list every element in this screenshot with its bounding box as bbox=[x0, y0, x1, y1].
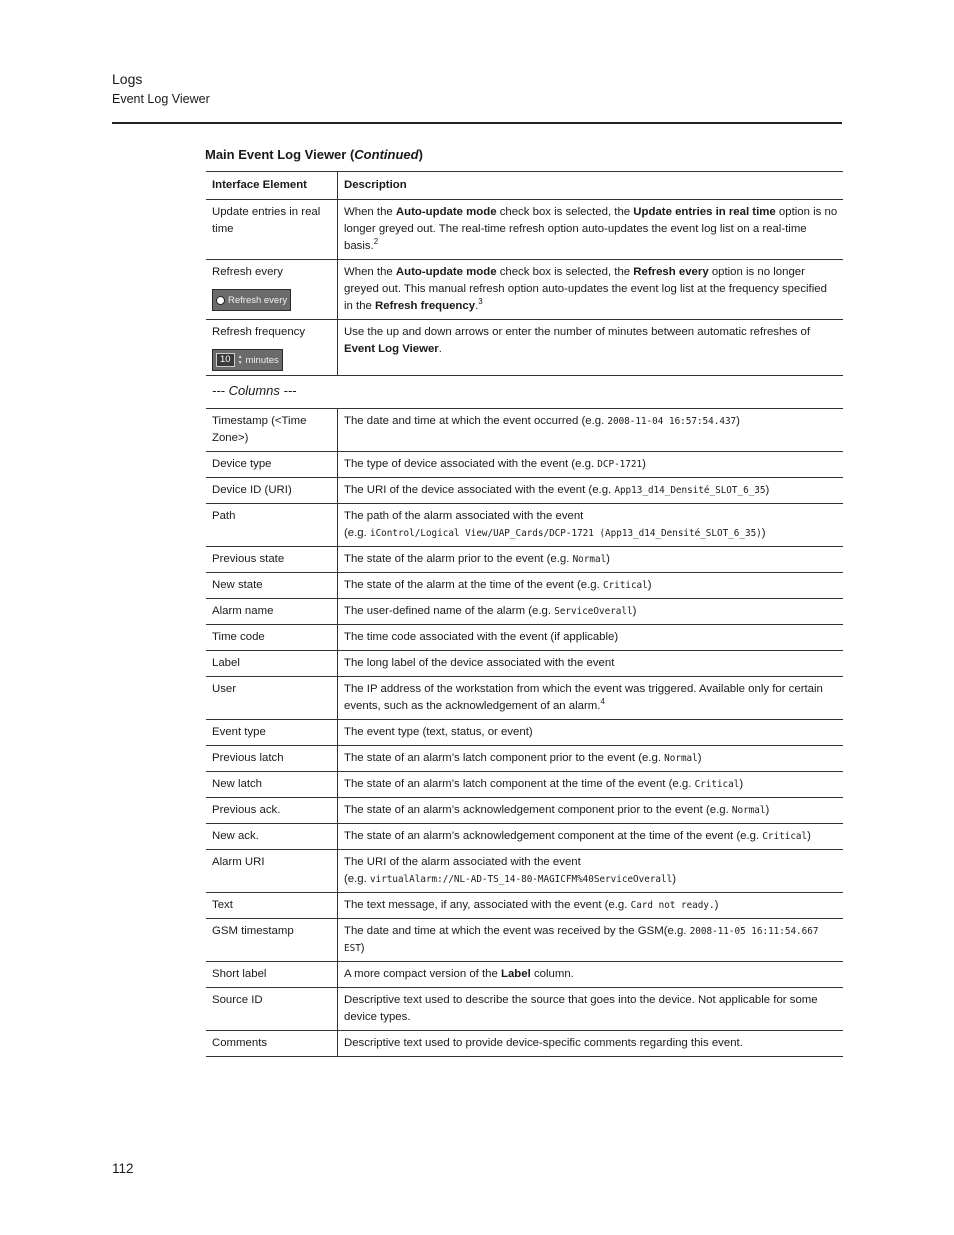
table-row bbox=[206, 452, 843, 478]
table-row bbox=[206, 599, 843, 625]
interface-element-cell bbox=[206, 850, 338, 893]
arrow-down-icon[interactable]: ▼ bbox=[237, 360, 243, 366]
description-cell bbox=[338, 260, 844, 320]
bold-term: Refresh every bbox=[633, 266, 709, 278]
caption-main: Main Event Log Viewer ( bbox=[205, 147, 355, 162]
interface-element-name: Previous latch bbox=[212, 752, 284, 764]
description-text: The time code associated with the event (if applicable) bbox=[344, 631, 619, 643]
description-text: When the bbox=[344, 206, 396, 218]
refresh-frequency-spinner[interactable] bbox=[212, 349, 283, 371]
interface-element-cell bbox=[206, 772, 338, 798]
table-row bbox=[206, 746, 843, 772]
description-cell bbox=[338, 547, 844, 573]
radio-label: Refresh every bbox=[228, 294, 288, 306]
description-text: . bbox=[475, 300, 479, 312]
description-text: option is no longer greyed out. The real-time refresh option auto-updates the event log list on a real-time basis. bbox=[344, 206, 838, 252]
description-text: The URI of the alarm associated with the event bbox=[344, 856, 581, 868]
interface-element-cell bbox=[206, 260, 338, 320]
table-row bbox=[206, 651, 843, 677]
table-row bbox=[206, 824, 843, 850]
columns-group-row bbox=[206, 376, 843, 409]
interface-element-name: GSM timestamp bbox=[212, 925, 294, 937]
interface-element-name: Alarm URI bbox=[212, 856, 265, 868]
interface-element-name: Text bbox=[212, 899, 233, 911]
interface-elements-table bbox=[206, 171, 843, 1057]
table-row bbox=[206, 772, 843, 798]
description-cell bbox=[338, 919, 844, 962]
description-cell bbox=[338, 320, 844, 376]
interface-element-cell bbox=[206, 409, 338, 452]
interface-element-name: Refresh frequency bbox=[212, 326, 306, 338]
interface-element-name: Path bbox=[212, 510, 236, 522]
table-row bbox=[206, 677, 843, 720]
interface-element-cell bbox=[206, 651, 338, 677]
interface-element-name: New ack. bbox=[212, 830, 259, 842]
description-cell bbox=[338, 1031, 844, 1057]
arrow-up-icon[interactable]: ▲ bbox=[237, 354, 243, 360]
description-text: The state of an alarm’s latch component at the time of the event (e.g. bbox=[344, 778, 695, 790]
description-text: option is no longer greyed out. This manual refresh option auto-updates the event log list at the frequency specified in the bbox=[344, 266, 827, 312]
description-cell bbox=[338, 988, 844, 1031]
bold-term: Auto-update mode bbox=[395, 266, 497, 278]
description-text: ) bbox=[606, 553, 610, 565]
interface-element-name: Short label bbox=[212, 968, 267, 980]
description-cell bbox=[338, 962, 844, 988]
description-text: The state of the alarm prior to the event (e.g. bbox=[344, 553, 573, 565]
interface-element-cell bbox=[206, 962, 338, 988]
description-text: Descriptive text used to provide device-specific comments regarding this event. bbox=[344, 1037, 743, 1049]
description-text: ) bbox=[672, 873, 677, 885]
code-example: Normal bbox=[664, 753, 698, 764]
description-text: The state of the alarm at the time of the event (e.g. bbox=[344, 579, 603, 591]
interface-element-cell bbox=[206, 547, 338, 573]
table-row bbox=[206, 547, 843, 573]
description-text: Use the up and down arrows or enter the number of minutes between automatic refreshes of bbox=[344, 326, 811, 338]
interface-element-cell bbox=[206, 677, 338, 720]
description-text: The long label of the device associated with the event bbox=[344, 657, 615, 669]
description-cell bbox=[338, 409, 844, 452]
description-cell bbox=[338, 850, 844, 893]
refresh-every-radio[interactable] bbox=[212, 289, 291, 311]
table-row bbox=[206, 504, 843, 547]
description-cell bbox=[338, 746, 844, 772]
description-text: ) bbox=[765, 484, 770, 496]
footnote-ref: 4 bbox=[600, 697, 605, 707]
code-example: 2008-11-05 16:11:54.667 EST bbox=[344, 926, 819, 954]
bold-term: Auto-update mode bbox=[395, 206, 497, 218]
interface-element-cell bbox=[206, 478, 338, 504]
footnote-ref: 2 bbox=[373, 237, 379, 247]
description-text: (e.g. bbox=[344, 527, 370, 539]
interface-element-cell bbox=[206, 320, 338, 376]
interface-element-cell bbox=[206, 625, 338, 651]
table-row bbox=[206, 260, 843, 320]
interface-element-name: New state bbox=[212, 579, 263, 591]
description-text: ) bbox=[632, 605, 637, 617]
interface-element-cell bbox=[206, 746, 338, 772]
interface-element-name: Timestamp (<Time Zone>) bbox=[212, 415, 307, 444]
description-text: The date and time at which the event occurred (e.g. bbox=[344, 415, 608, 427]
table-row bbox=[206, 850, 843, 893]
description-text: column. bbox=[530, 968, 574, 980]
caption-continued: Continued bbox=[354, 147, 419, 162]
description-cell bbox=[338, 625, 844, 651]
interface-element-name: User bbox=[212, 683, 237, 695]
footnote-ref: 3 bbox=[478, 297, 483, 307]
code-example: virtualAlarm://NL-AD-TS_14-80-MAGICFM%40ServiceOverall bbox=[369, 874, 673, 885]
description-text: The state of an alarm’s acknowledgement component at the time of the event (e.g. bbox=[344, 830, 763, 842]
running-header-subsection: Event Log Viewer bbox=[112, 92, 210, 106]
columns-group-cell bbox=[206, 376, 843, 409]
table-row bbox=[206, 573, 843, 599]
interface-element-cell bbox=[206, 599, 338, 625]
table-row bbox=[206, 962, 843, 988]
description-cell bbox=[338, 504, 844, 547]
description-text: A more compact version of the bbox=[344, 968, 502, 980]
table-row bbox=[206, 625, 843, 651]
description-text: . bbox=[438, 343, 442, 355]
header-divider bbox=[112, 122, 842, 124]
description-text: ) bbox=[739, 778, 744, 790]
code-example: 2008-11-04 16:57:54.437 bbox=[607, 416, 737, 427]
code-example: Critical bbox=[602, 580, 648, 591]
interface-element-name: Comments bbox=[212, 1037, 268, 1049]
description-cell bbox=[338, 452, 844, 478]
interface-element-name: Device ID (URI) bbox=[212, 484, 292, 496]
code-example: DCP-1721 bbox=[597, 459, 643, 470]
table-caption bbox=[205, 147, 423, 162]
description-text: ) bbox=[360, 942, 365, 954]
description-text: check box is selected, the bbox=[496, 266, 634, 278]
radio-button-icon bbox=[216, 296, 225, 305]
description-text: ) bbox=[736, 415, 740, 427]
code-example: Normal bbox=[731, 805, 766, 816]
interface-element-cell bbox=[206, 504, 338, 547]
table-row bbox=[206, 1031, 843, 1057]
table-row bbox=[206, 320, 843, 376]
description-text: ) bbox=[761, 527, 766, 539]
description-cell bbox=[338, 893, 844, 919]
spinner-value[interactable]: 10 bbox=[216, 353, 235, 367]
description-text: The date and time at which the event was received by the GSM(e.g. bbox=[344, 925, 690, 937]
table-row bbox=[206, 478, 843, 504]
description-text: The state of an alarm’s acknowledgement component prior to the event (e.g. bbox=[344, 804, 732, 816]
description-text: ) bbox=[714, 899, 719, 911]
interface-element-name: Alarm name bbox=[212, 605, 274, 617]
description-text: ) bbox=[765, 804, 770, 816]
description-cell bbox=[338, 599, 844, 625]
table-row bbox=[206, 893, 843, 919]
description-text: The path of the alarm associated with the event bbox=[344, 510, 584, 522]
description-cell bbox=[338, 798, 844, 824]
bold-term: Event Log Viewer bbox=[344, 343, 439, 355]
table-row bbox=[206, 798, 843, 824]
column-header-interface-element: Interface Element bbox=[206, 172, 338, 200]
interface-element-cell bbox=[206, 452, 338, 478]
code-example: App13_d14_Densité_SLOT_6_35 bbox=[614, 485, 766, 496]
interface-element-cell bbox=[206, 573, 338, 599]
description-text: The user-defined name of the alarm (e.g. bbox=[344, 605, 555, 617]
code-example: Critical bbox=[762, 831, 808, 842]
description-text: The text message, if any, associated with the event (e.g. bbox=[344, 899, 631, 911]
interface-element-cell bbox=[206, 720, 338, 746]
page-number: 112 bbox=[112, 1161, 134, 1176]
description-text: The URI of the device associated with the event (e.g. bbox=[344, 484, 615, 496]
description-text: (e.g. bbox=[344, 873, 370, 885]
interface-element-name: Event type bbox=[212, 726, 266, 738]
description-cell bbox=[338, 677, 844, 720]
bold-term: Update entries in real time bbox=[633, 206, 776, 218]
description-cell bbox=[338, 720, 844, 746]
interface-element-name: Time code bbox=[212, 631, 265, 643]
description-text: ) bbox=[642, 458, 646, 470]
table-row bbox=[206, 988, 843, 1031]
description-cell bbox=[338, 573, 844, 599]
description-text: The event type (text, status, or event) bbox=[344, 726, 533, 738]
description-cell bbox=[338, 200, 844, 260]
interface-element-name: New latch bbox=[212, 778, 263, 790]
code-example: Normal bbox=[572, 554, 607, 565]
interface-element-cell bbox=[206, 798, 338, 824]
table-header-row bbox=[206, 172, 843, 200]
table-row bbox=[206, 409, 843, 452]
code-example: Card not ready. bbox=[630, 900, 715, 911]
description-text: ) bbox=[647, 579, 652, 591]
table-body-columns bbox=[206, 409, 843, 1057]
interface-element-name: Previous ack. bbox=[212, 804, 281, 816]
interface-element-cell bbox=[206, 824, 338, 850]
interface-element-name: Update entries in real time bbox=[212, 206, 321, 235]
interface-element-cell bbox=[206, 988, 338, 1031]
interface-element-cell bbox=[206, 919, 338, 962]
interface-element-name: Label bbox=[212, 657, 240, 669]
interface-element-name: Source ID bbox=[212, 994, 263, 1006]
interface-element-cell bbox=[206, 893, 338, 919]
interface-element-name: Refresh every bbox=[212, 266, 283, 278]
table-row bbox=[206, 720, 843, 746]
interface-element-name: Previous state bbox=[212, 553, 285, 565]
interface-element-cell bbox=[206, 1031, 338, 1057]
description-cell bbox=[338, 651, 844, 677]
table-row bbox=[206, 919, 843, 962]
description-cell bbox=[338, 478, 844, 504]
description-text: ) bbox=[697, 752, 702, 764]
description-cell bbox=[338, 824, 844, 850]
description-text: ) bbox=[807, 830, 811, 842]
interface-element-name: Device type bbox=[212, 458, 272, 470]
description-text: The state of an alarm’s latch component prior to the event (e.g. bbox=[344, 752, 665, 764]
column-header-description: Description bbox=[338, 172, 844, 200]
spinner-unit-label: minutes bbox=[245, 354, 279, 366]
spinner-arrows-icon[interactable] bbox=[238, 354, 243, 366]
interface-element-cell bbox=[206, 200, 338, 260]
columns-group-label: --- Columns --- bbox=[212, 383, 297, 398]
description-text: Descriptive text used to describe the source that goes into the device. Not applicable for some device types. bbox=[344, 994, 818, 1023]
description-cell bbox=[338, 772, 844, 798]
caption-end: ) bbox=[418, 147, 423, 162]
running-header-section: Logs bbox=[112, 71, 143, 87]
code-example: Critical bbox=[694, 779, 740, 790]
description-text: The type of device associated with the event (e.g. bbox=[344, 458, 598, 470]
table-row bbox=[206, 200, 843, 260]
table-body-top bbox=[206, 200, 843, 376]
bold-term: Refresh frequency bbox=[375, 300, 476, 312]
code-example: ServiceOverall bbox=[554, 606, 633, 617]
code-example: iControl/Logical View/UAP_Cards/DCP-1721 (App13_d14_Densité_SLOT_6_35) bbox=[369, 528, 762, 539]
description-text: check box is selected, the bbox=[496, 206, 634, 218]
description-text: The IP address of the workstation from which the event was triggered. Available only for certain events, such as the acknowledgement of an alarm. bbox=[344, 683, 823, 712]
description-text: When the bbox=[344, 266, 396, 278]
bold-term: Label bbox=[501, 968, 531, 980]
